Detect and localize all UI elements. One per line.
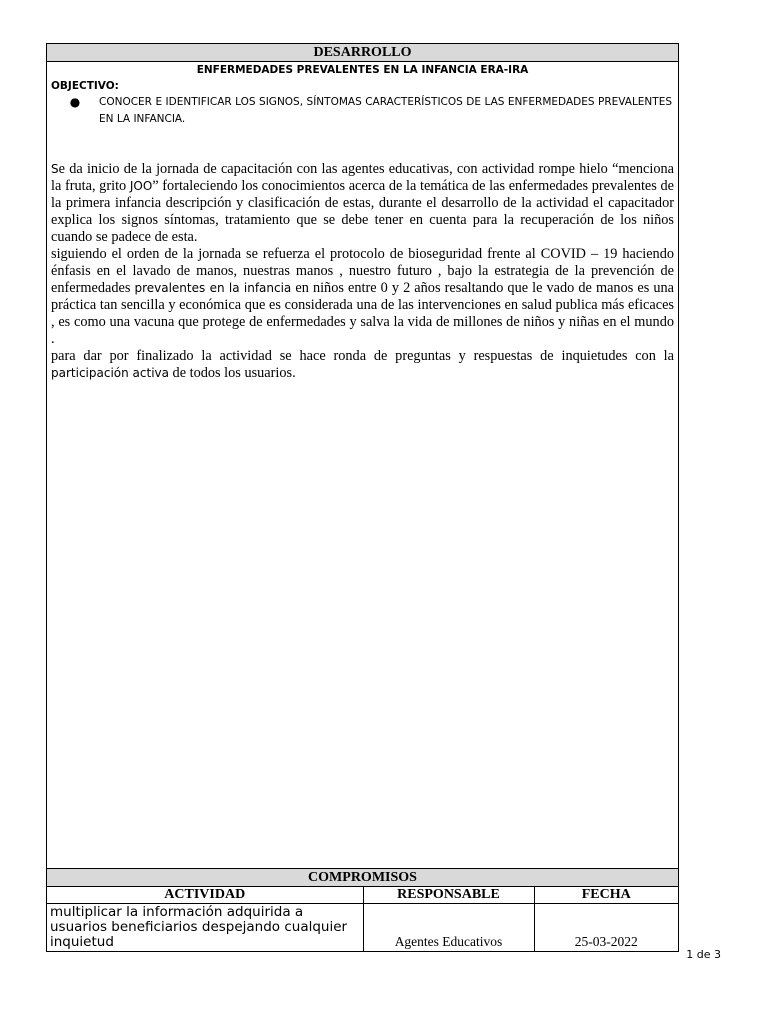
paragraph-intro: Se da inicio de la jornada de capacitación con las agentes educativas, con actividad rompe hielo “menciona la fruta, grito JOO” fortaleciendo los conocimientos acerca de la temática de las enfermedades prevalentes de la primera infancia descripción y clasificación de estas, durante el desarrollo de la actividad el capacitador explica los signos síntomas, tratamiento que se debe tener en cuenta para la recuperación de los niños cuando se padece de esta. [51, 161, 674, 245]
page-number: 1 de 3 [686, 948, 721, 961]
participacion-text: participación activa [51, 366, 169, 380]
compromisos-header: COMPROMISOS [47, 869, 678, 887]
desarrollo-header: DESARROLLO [47, 44, 678, 62]
desarrollo-body [47, 62, 678, 869]
prevalentes-text: prevalentes en la infancia [134, 281, 292, 295]
objective-label: OBJECTIVO: [51, 80, 119, 92]
table-row [47, 904, 678, 952]
topic-title: ENFERMEDADES PREVALENTES EN LA INFANCIA ERA-IRA [196, 64, 529, 76]
column-responsable: RESPONSABLE [363, 887, 534, 904]
joo-text: JOO [129, 179, 153, 193]
bullet-icon: ● [69, 95, 81, 109]
document-form [46, 43, 679, 952]
objective-text: CONOCER E IDENTIFICAR LOS SIGNOS, SÍNTOMAS CARACTERÍSTICOS DE LAS ENFERMEDADES PREVALENTES EN LA INFANCIA. [99, 96, 672, 125]
lead-letter: S [51, 162, 59, 176]
column-fecha: FECHA [534, 887, 678, 904]
row-fecha: 25-03-2022 [534, 904, 678, 952]
row-responsable: Agentes Educativos [363, 904, 534, 952]
column-actividad: ACTIVIDAD [47, 887, 363, 904]
compromisos-table [47, 887, 678, 951]
paragraph-bioseguridad: siguiendo el orden de la jornada se refuerza el protocolo de bioseguridad frente al COVID – 19 haciendo énfasis en el lavado de manos, nuestras manos , nuestro futuro , bajo la estrategia de la prevención de enfermedades prevalentes en la infancia en niños entre 0 y 2 años resaltando que le vado de manos es una práctica tan sencilla y económica que es considerada una de las intervenciones en salud publica más eficaces , es como una vacuna que protege de enfermedades y salva la vida de millones de niños y niñas en el mundo . [51, 246, 674, 347]
row-actividad: multiplicar la información adquirida a usuarios beneficiarios despejando cualquier inquietud [47, 904, 363, 952]
compromisos-columns [47, 887, 678, 904]
objective-item [51, 94, 674, 128]
paragraph-closing: para dar por finalizado la actividad se hace ronda de preguntas y respuestas de inquietudes con la participación activa de todos los usuarios. [51, 348, 674, 381]
